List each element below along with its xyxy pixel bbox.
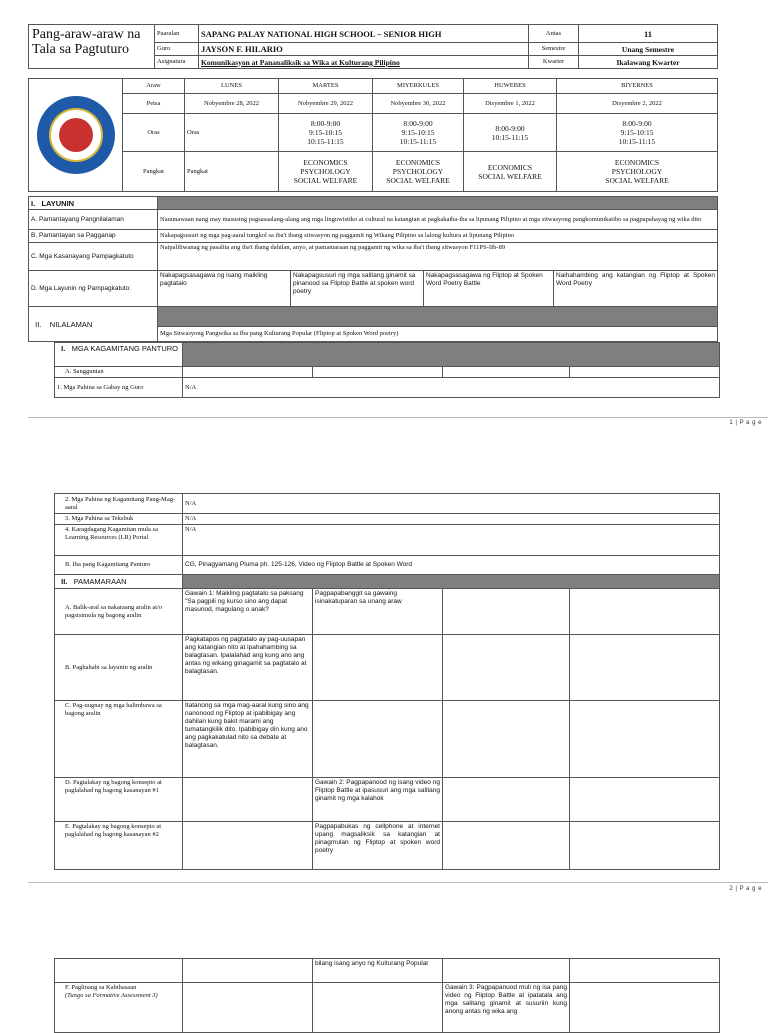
- layunin-item: Naihahambing ang katangian ng Fliptop at Spoken Word Poetry: [554, 271, 718, 307]
- seal-core-icon: [59, 118, 93, 152]
- empty-cell: [570, 589, 720, 635]
- semestre-label: Semestre: [529, 43, 579, 56]
- layunin-table: [28, 196, 718, 342]
- empty-cell: [443, 959, 570, 983]
- teksbuk-label: 3. Mga Pahina sa Teksbuk: [55, 514, 183, 525]
- pagtalakay-1-label: D. Pagtalakay ng bagong konsepto at paglalahad ng bagong kasanayan #1: [55, 778, 183, 822]
- layunin-heading: [29, 197, 158, 210]
- gabay-guro-value: N/A: [183, 378, 720, 398]
- day-time: Oras: [185, 114, 279, 152]
- day-date: Disyembre 1, 2022: [464, 94, 557, 114]
- empty-cell: [570, 822, 720, 870]
- kagamitang-mag-aaral-label: 2. Mga Pahina ng Kagamitang Pang-Mag-aaral: [55, 494, 183, 514]
- day-name: BIYERNES: [557, 79, 718, 94]
- empty-cell: [443, 822, 570, 870]
- paglinang-label: [55, 983, 183, 1033]
- balik-aral-col2: Pagpapabanggit sa gawaing isinakatuparan sa unang araw: [313, 589, 443, 635]
- layunin-title: LAYUNIN: [41, 198, 75, 208]
- empty-cell: [183, 959, 313, 983]
- antas-value: 11: [579, 25, 718, 43]
- pamantayan-sa-pagganap-label: B. Pamantayan sa Pagganap: [29, 230, 158, 243]
- page-3-table: [54, 958, 720, 1033]
- empty-cell: [570, 959, 720, 983]
- petsa-label: Petsa: [123, 94, 185, 114]
- iba-pang-kagamitan-label: B. Iba pang Kagamitang Panturo: [55, 556, 183, 575]
- kwarter-value: Ikalawang Kwarter: [579, 56, 718, 69]
- balik-aral-label: A. Balik-aral sa nakaraang aralin at/o pagsisimula ng bagong aralin: [55, 589, 183, 635]
- empty-cell: [313, 701, 443, 778]
- guro-value: JAYSON F. HILARIO: [199, 43, 529, 56]
- page-separator: [28, 417, 768, 418]
- kagamitang-mag-aaral-value: N/A: [183, 494, 720, 514]
- page-separator: [28, 882, 768, 883]
- day-date: Nobyembre 28, 2022: [185, 94, 279, 114]
- day-time: 8:00-9:00 9:15-10:15 10:15-11:15: [373, 114, 464, 152]
- empty-cell: [443, 701, 570, 778]
- page-number: 2 | P a g e: [729, 886, 762, 892]
- section-gray-bar: [183, 343, 720, 367]
- empty-cell: [183, 367, 313, 378]
- sanggunian-label: A. Sanggunian: [55, 367, 183, 378]
- kasanayang-pampagkatuto-label: C. Mga Kasanayang Pampagkatuto: [29, 243, 158, 271]
- empty-cell: [570, 701, 720, 778]
- seal-outer: [37, 96, 115, 174]
- schedule-table: [28, 78, 718, 192]
- kagamitan-heading: [55, 343, 183, 367]
- paglinang-label-line2: (Tungo sa Formative Assessment 3): [65, 992, 158, 999]
- paaralan-label: Paaralan: [155, 25, 199, 43]
- empty-cell: [313, 635, 443, 701]
- antas-label: Antas: [529, 25, 579, 43]
- paglinang-col3: Gawain 3: Pagpapanuod muli ng isa pang video ng Fliptop Battle at ipatatala ang mga salitang ginamit at susuriin kung anong antas ng wika ang: [443, 983, 570, 1033]
- pagtalakay-1-col2: Gawain 2: Pagpapanood ng isang video ng Fliptop Battle at ipasusuri ang mga salitang ginamit ng mga kalahok: [313, 778, 443, 822]
- layunin-item: Nakapagsasagawa ng isang maikling pagtatalo: [158, 271, 291, 307]
- pagtalakay-2-col2: Pagpapabukas ng cellphone at internet upang magsaliksik sa katangian at pinagmulan ng Fliptop at spoken word poetry: [313, 822, 443, 870]
- day-group: ECONOMICS PSYCHOLOGY SOCIAL WELFARE: [373, 152, 464, 192]
- empty-cell: [443, 589, 570, 635]
- nilalaman-value: Mga Sitwasyong Pangwika sa Iba pang Kulturang Popular (Fliptop at Spoken Word poetry): [158, 327, 718, 342]
- paghahabi-col1: Pagkatapos ng pagtatalo ay pag-uusapan ang katangian nito at ipahahambing sa balagtasan. Ipalalahad ang kung ano ang antas ng wikang ginagamit sa pagtatalo at balagtasan.: [183, 635, 313, 701]
- nilalaman-title: NILALAMAN: [49, 319, 93, 329]
- balik-aral-col1: Gawain 1: Maikling pagtatalo sa paksang "Sa pagpili ng kurso sino ang dapat masunod, magulang o anak?: [183, 589, 313, 635]
- pamamaraan-title: PAMAMARAAN: [73, 577, 127, 586]
- kagamitan-num: I.: [61, 344, 66, 353]
- section-gray-bar: [158, 197, 718, 210]
- day-date: Nobyembre 29, 2022: [279, 94, 373, 114]
- empty-cell: [183, 778, 313, 822]
- empty-cell: [183, 822, 313, 870]
- teksbuk-value: N/A: [183, 514, 720, 525]
- layunin-pampagkatuto-label: D. Mga Layunin ng Pampagkatuto:: [29, 271, 158, 307]
- day-time: 8:00-9:00 9:15-10:15 10:15-11:15: [557, 114, 718, 152]
- pamantayan-sa-pagganap-value: Nakapagsusuri ng mga pag-aaral tungkol sa iba't ibang sitwasyon ng paggamit ng Wikang Pilipino sa lalong kultura at lipunang Pilipino: [158, 230, 718, 243]
- header-table: [28, 24, 718, 69]
- pamamaraan-num: II.: [61, 577, 68, 586]
- nilalaman-heading: [29, 307, 158, 342]
- empty-cell: [443, 367, 570, 378]
- pamantayang-pangnilalaman-value: Nauunawaan nang may masusing pagsasaalang-alang ang mga linguwistiko at cultural na katangian at pagkakaiba-iba sa lipunang Pilipino at mga sitwasyong pangkomunikatibo sa pagpapahayag ng wika dito: [158, 210, 718, 230]
- empty-cell: [570, 367, 720, 378]
- seal-inner: [49, 108, 103, 162]
- page-number: 1 | P a g e: [729, 420, 762, 426]
- empty-cell: [570, 635, 720, 701]
- day-group: ECONOMICS SOCIAL WELFARE: [464, 152, 557, 192]
- paglinang-label-line1: F. Paglinang sa Kabihasaan: [65, 984, 137, 991]
- day-time: 8:00-9:00 10:15-11:15: [464, 114, 557, 152]
- kasanayang-pampagkatuto-value: Naipaliliwanag ng pasalita ang iba't ibang dahilan, anyo, at pamamaraan ng paggamit ng wika sa iba't ibang sitwasyon F11PS-IIb-89: [158, 243, 718, 271]
- empty-cell: [313, 983, 443, 1033]
- pag-uugnay-label: C. Pag-uugnay ng mga halimbawa sa bagong aralin: [55, 701, 183, 778]
- layunin-item: Nakapagsusuri ng mga salitang ginamit sa pinanood sa Fliptop Battle at spoken word poetry: [291, 271, 424, 307]
- day-name: MIYERKULES: [373, 79, 464, 94]
- empty-cell: [443, 778, 570, 822]
- empty-cell: [313, 367, 443, 378]
- empty-cell: [183, 983, 313, 1033]
- paghahabi-label: B. Paghahabi sa layunin ng aralin: [55, 635, 183, 701]
- paaralan-value: SAPANG PALAY NATIONAL HIGH SCHOOL – SENIOR HIGH: [199, 25, 529, 43]
- asignatura-label: Asignatura: [155, 56, 199, 69]
- empty-cell: [570, 778, 720, 822]
- gabay-guro-label: 1. Mga Pahina sa Gabay ng Guro: [55, 378, 183, 398]
- lr-portal-value: N/A: [183, 525, 720, 556]
- semestre-value: Unang Semestre: [579, 43, 718, 56]
- day-group: Pangkat: [185, 152, 279, 192]
- day-name: LUNES: [185, 79, 279, 94]
- school-seal: [29, 79, 123, 192]
- day-time: 8:00-9:00 9:15-10:15 10:15-11:15: [279, 114, 373, 152]
- araw-label: Araw: [123, 79, 185, 94]
- iba-pang-kagamitan-value: CG, Pinagyamang Pluma ph. 125-126, Video ng Fliptop Battle at Spoken Word: [183, 556, 720, 575]
- nilalaman-num: II.: [35, 319, 42, 329]
- empty-cell: [443, 635, 570, 701]
- title-line-1: Pang-araw-araw na: [32, 27, 141, 42]
- day-name: MARTES: [279, 79, 373, 94]
- layunin-item: Nakapagsasagawa ng Fliptop at Spoken Word Poetry Battle: [424, 271, 554, 307]
- section-gray-bar: [158, 307, 718, 327]
- guro-label: Guro: [155, 43, 199, 56]
- header-title: [29, 25, 155, 69]
- empty-cell: [570, 983, 720, 1033]
- kagamitan-title: MGA KAGAMITANG PANTURO: [71, 344, 179, 353]
- asignatura-value: Komunikasyon at Pananaliksik sa Wika at Kulturang Pilipino: [199, 56, 529, 69]
- pangkat-label: Pangkat: [123, 152, 185, 192]
- day-date: Nobyembre 30, 2022: [373, 94, 464, 114]
- day-name: HUWEBES: [464, 79, 557, 94]
- empty-cell: [55, 959, 183, 983]
- section-gray-bar: [183, 575, 720, 589]
- day-group: ECONOMICS PSYCHOLOGY SOCIAL WELFARE: [557, 152, 718, 192]
- pamantayang-pangnilalaman-label: A. Pamantayang Pangnilalaman: [29, 210, 158, 230]
- pagtalakay-2-col2-cont: bilang isang anyo ng Kulturang Popular: [313, 959, 443, 983]
- lr-portal-label: 4. Karagdagang Kagamitan mula sa Learning Resources (LR) Portal: [55, 525, 183, 556]
- pagtalakay-2-label: E. Pagtalakay ng bagong konsepto at paglalahad ng bagong kasanayan #2: [55, 822, 183, 870]
- day-group: ECONOMICS PSYCHOLOGY SOCIAL WELFARE: [279, 152, 373, 192]
- day-date: Disyembre 2, 2022: [557, 94, 718, 114]
- layunin-num: I.: [31, 198, 36, 208]
- page-2-table: [54, 493, 720, 870]
- kagamitan-table: [54, 342, 720, 398]
- oras-label: Oras: [123, 114, 185, 152]
- pag-uugnay-col1: Itatanong sa mga mag-aaral kung sino ang nanonood ng Fliptop at ipabibigay ang dahilan kung bakit marami ang tumatangkilik dito. Ipabibigay din kung ano ang pagkakatulad nito sa debate at balagtasan.: [183, 701, 313, 778]
- kwarter-label: Kwarter: [529, 56, 579, 69]
- title-line-2: Tala sa Pagtuturo: [32, 42, 129, 57]
- pamamaraan-heading: [55, 575, 183, 589]
